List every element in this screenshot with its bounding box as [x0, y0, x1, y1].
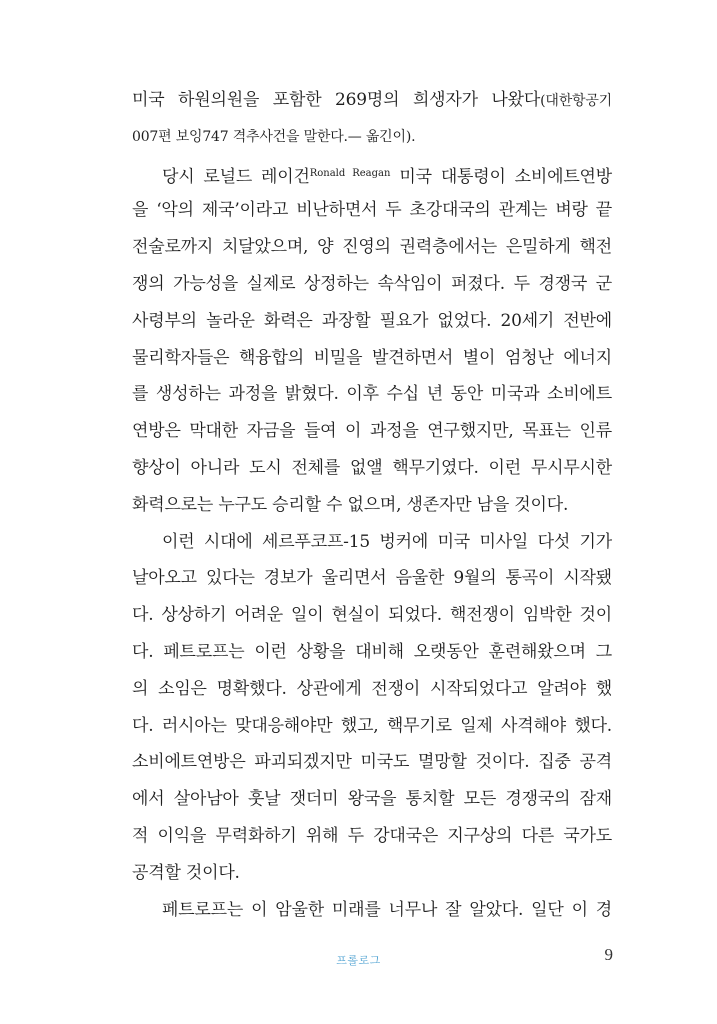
- text-line: 물리학자들은 핵융합의 비밀을 발견하면서 별이 엄청난 에너지: [132, 347, 612, 368]
- text-line: 를 생성하는 과정을 밝혔다. 이후 수십 년 동안 미국과 소비에트: [132, 384, 612, 405]
- text-line: 소비에트연방은 파괴되겠지만 미국도 멸망할 것이다. 집중 공격: [132, 752, 612, 773]
- text-run: 당시 로널드 레이건: [162, 166, 310, 187]
- text-line: 공격할 것이다.: [132, 862, 240, 883]
- text-line: 의 소임은 명확했다. 상관에게 전쟁이 시작되었다고 알려야 했: [132, 678, 612, 699]
- text-line: 다. 러시아는 맞대응해야만 했고, 핵무기로 일제 사격해야 했다.: [132, 715, 612, 736]
- original-name-annotation: Ronald Reagan: [309, 167, 391, 179]
- text-line: 화력으로는 누구도 승리할 수 없으며, 생존자만 남을 것이다.: [132, 494, 569, 515]
- page-number: 9: [604, 945, 613, 964]
- text-line: [132, 82, 612, 119]
- text-line: 적 이익을 무력화하기 위해 두 강대국은 지구상의 다른 국가도: [132, 825, 612, 846]
- text-line: 이런 시대에 세르푸코프-15 벙커에 미국 미사일 다섯 기가: [162, 531, 612, 552]
- text-line: 다. 상상하기 어려운 일이 현실이 되었다. 핵전쟁이 임박한 것이: [132, 605, 612, 626]
- text-run: 미국 대통령이 소비에트연방: [390, 166, 613, 187]
- text-line: 사령부의 놀라운 화력은 과장할 필요가 없었다. 20세기 전반에: [132, 310, 612, 331]
- text-line: 전술로까지 치달았으며, 양 진영의 권력층에서는 은밀하게 핵전: [132, 237, 612, 258]
- text-run: 미국 하원의원을 포함한 269명의 희생자가 나왔다: [132, 90, 541, 110]
- text-line: 쟁의 가능성을 실제로 상정하는 속삭임이 퍼졌다. 두 경쟁국 군: [132, 273, 612, 294]
- text-line: 을 ‘악의 제국’이라고 비난하면서 두 초강대국의 관계는 벼랑 끝: [132, 200, 612, 221]
- text-line: 날아오고 있다는 경보가 울리면서 음울한 9월의 통곡이 시작됐: [132, 568, 612, 589]
- text-line: 007편 보잉747 격추사건을 말한다.— 옮긴이).: [132, 128, 416, 145]
- text-line: 다. 페트로프는 이런 상황을 대비해 오랫동안 훈련해왔으며 그: [132, 641, 612, 662]
- body-text: [132, 82, 612, 928]
- running-footer-section-title: 프롤로그: [336, 954, 381, 967]
- text-line: 향상이 아니라 도시 전체를 없앨 핵무기였다. 이런 무시무시한: [132, 457, 612, 478]
- translator-note: (대한항공기: [540, 93, 612, 109]
- text-line: 에서 살아남아 훗날 잿더미 왕국을 통치할 모든 경쟁국의 잠재: [132, 789, 612, 810]
- text-line: 연방은 막대한 자금을 들여 이 과정을 연구했지만, 목표는 인류: [132, 421, 612, 442]
- text-line: [132, 156, 612, 193]
- text-line: 페트로프는 이 암울한 미래를 너무나 잘 알았다. 일단 이 경: [162, 899, 612, 920]
